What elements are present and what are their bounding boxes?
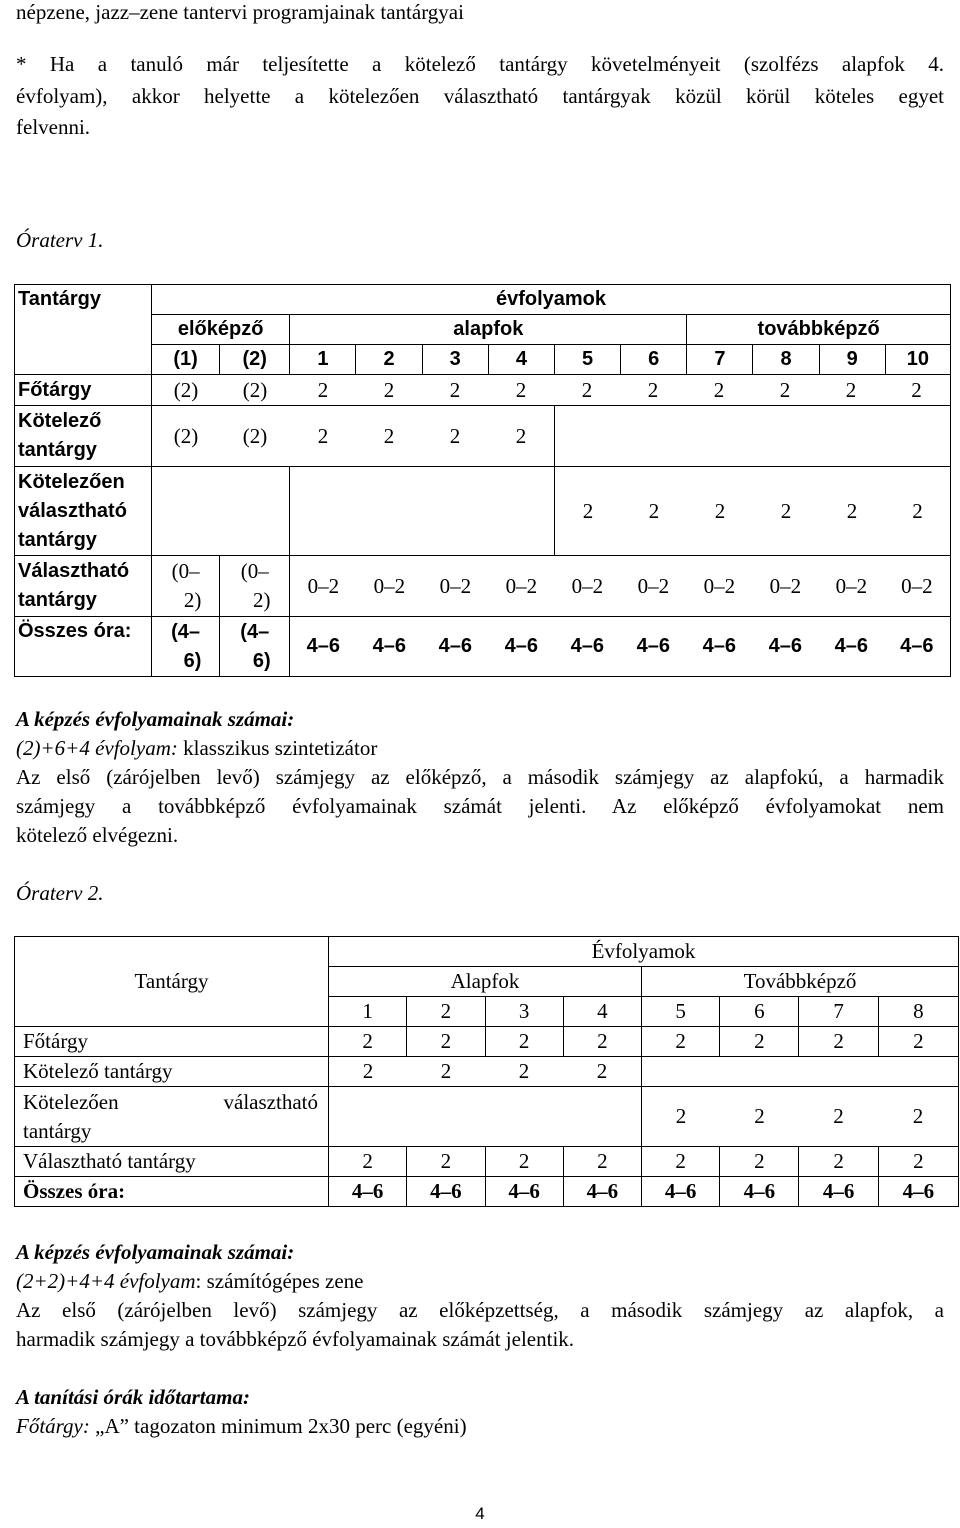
cell-value: 2 — [563, 1147, 641, 1177]
row-label: Kötelező tantárgy — [15, 406, 152, 467]
cell-value: 4–6 — [720, 1177, 799, 1207]
cell-value: 2 — [713, 377, 725, 402]
cell-value: 2 — [407, 1147, 485, 1177]
cell-value: 0–2 — [505, 573, 538, 598]
cell-value: 4–6 — [702, 635, 737, 657]
cell-value: 4–6 — [438, 635, 473, 657]
cell-value: 0–2 — [373, 573, 406, 598]
row-label: Összes óra: — [15, 1177, 329, 1207]
cell-value: 4–6 — [306, 635, 341, 657]
cell-value: 2 — [779, 377, 791, 402]
cell-value: 4–6 — [878, 1177, 958, 1207]
table-row — [15, 1027, 959, 1057]
cell-value: (4– 6) — [220, 617, 290, 677]
cell-value: (4– 6) — [152, 617, 220, 677]
plan2-notes-heading: A képzés évfolyamainak számai: — [16, 1240, 295, 1264]
cell-value: 2 — [582, 498, 594, 523]
header-years: Évfolyamok — [329, 937, 959, 967]
cell-value: 2 — [642, 1147, 720, 1177]
year-header: 5 — [642, 997, 720, 1027]
cell-value: 2 — [720, 1147, 799, 1177]
cell-value: 2 — [648, 498, 660, 523]
plan1-notes-line-4: kötelező elvégezni. — [16, 823, 179, 847]
cell-value: 4–6 — [407, 1177, 485, 1207]
row-label: Kötelező tantárgy — [15, 1057, 329, 1087]
cell-value: 4–6 — [372, 635, 407, 657]
note-line-2: évfolyam), akkor helyette a kötelezően választható tantárgyak közül körül köteles egyet — [16, 84, 944, 108]
cell-value: 2 — [780, 498, 792, 523]
cell-value: 2 — [912, 1104, 924, 1128]
cell-value: 2 — [329, 1147, 407, 1177]
header-years: évfolyamok — [152, 285, 951, 315]
cell-value: 2 — [362, 1059, 374, 1083]
cell-value: 2 — [518, 1059, 530, 1083]
year-header: 8 — [878, 997, 958, 1027]
year-header: 6 — [720, 997, 799, 1027]
cell-value: 2 — [912, 498, 923, 523]
cell-value: 2 — [846, 498, 858, 523]
plan1-title: Óraterv 1. — [16, 228, 104, 252]
cell-value: 4–6 — [900, 635, 934, 657]
cell-value: 2 — [449, 423, 461, 448]
group-basic: alapfok — [290, 315, 687, 345]
cell-value: 0–2 — [571, 573, 604, 598]
year-header: 7 — [799, 997, 878, 1027]
cell-value: 2 — [383, 423, 395, 448]
cell-value: 2 — [799, 1147, 878, 1177]
group-adv: Továbbképző — [642, 967, 959, 997]
cell-value: 2 — [878, 1027, 958, 1057]
cell-value: 2 — [383, 377, 395, 402]
header-subject: Tantárgy — [15, 285, 152, 315]
cell-value: 0–2 — [769, 573, 802, 598]
cell-value: 2 — [317, 423, 329, 448]
year-header: (1) — [152, 345, 220, 375]
cell-value: 2 — [878, 1147, 958, 1177]
cell-value: 0–2 — [637, 573, 670, 598]
cell-value: 4–6 — [834, 635, 869, 657]
year-header: 7 — [687, 345, 753, 375]
table-row — [15, 1087, 959, 1147]
cell-value: 2 — [911, 377, 922, 402]
row-label: Kötelezően választható tantárgy — [15, 467, 152, 556]
year-header: 10 — [885, 345, 950, 375]
cell-value: 2 — [642, 1027, 720, 1057]
cell-value: 4–6 — [636, 635, 671, 657]
duration-heading: A tanítási órák időtartama: — [16, 1385, 250, 1409]
cell-value: 2 — [581, 377, 593, 402]
table-row — [15, 617, 951, 677]
cell-value: 0–2 — [901, 573, 933, 598]
group-pre: előképző — [152, 315, 290, 345]
cell-value: 2 — [563, 1027, 641, 1057]
row-label: Választható tantárgy — [15, 1147, 329, 1177]
cell-value: (0– 2) — [220, 556, 290, 617]
cell-value: (2) — [242, 377, 268, 402]
year-header: 1 — [329, 997, 407, 1027]
plan1-notes-line-3: számjegy a továbbképző évfolyamainak számát jelenti. Az előképző évfolyamokat nem — [16, 794, 944, 818]
year-header: 5 — [555, 345, 621, 375]
cell-value: (2) — [242, 423, 268, 448]
cell-value: 2 — [720, 1027, 799, 1057]
year-header: 1 — [290, 345, 356, 375]
cell-value: 2 — [440, 1059, 452, 1083]
row-label: Választható tantárgy — [15, 556, 152, 617]
row-label: Főtárgy — [15, 1027, 329, 1057]
cell-value: (2) — [173, 423, 199, 448]
row-label: Főtárgy — [15, 375, 152, 406]
header-subject: Tantárgy — [15, 967, 329, 997]
cell-value: 2 — [647, 377, 659, 402]
cell-value: 2 — [515, 377, 527, 402]
cell-value: 4–6 — [563, 1177, 641, 1207]
plan1-notes-line-2: Az első (zárójelben levő) számjegy az előképző, a második számjegy az alapfokú, a harmadik — [16, 765, 944, 789]
note-line-3: felvenni. — [16, 115, 91, 139]
cell-value: 4–6 — [799, 1177, 878, 1207]
year-header: 3 — [422, 345, 488, 375]
year-header: 4 — [563, 997, 641, 1027]
plan2-title: Óraterv 2. — [16, 881, 104, 905]
table-row — [15, 556, 951, 617]
duration-line: Főtárgy: „A” tagozaton minimum 2x30 perc (egyéni) — [16, 1414, 467, 1438]
cell-value: 2 — [845, 377, 857, 402]
year-header: (2) — [220, 345, 290, 375]
year-header: 8 — [753, 345, 819, 375]
cell-value: 2 — [596, 1059, 608, 1083]
cell-value: 2 — [799, 1027, 878, 1057]
cell-value: 2 — [714, 498, 726, 523]
cell-value: 4–6 — [768, 635, 803, 657]
cell-value: 2 — [485, 1147, 563, 1177]
plan2-table — [14, 936, 959, 1207]
row-label: Összes óra: — [15, 617, 152, 677]
cell-value: 0–2 — [307, 573, 340, 598]
page-number: 4 — [475, 1504, 485, 1523]
plan2-notes-line-3: harmadik számjegy a továbbképző évfolyamainak számát jelentik. — [16, 1327, 575, 1351]
plan2-notes-line-2: Az első (zárójelben levő) számjegy az előképzettség, a második számjegy az alapfok, a — [16, 1298, 944, 1322]
table-row — [15, 467, 951, 556]
year-header: 2 — [407, 997, 485, 1027]
cell-value: 2 — [407, 1027, 485, 1057]
year-header: 2 — [356, 345, 422, 375]
plan1-table — [14, 284, 951, 677]
cell-value: 4–6 — [329, 1177, 407, 1207]
plan1-notes-line-1: (2)+6+4 évfolyam: klasszikus szintetizátor — [16, 736, 378, 760]
year-header: 9 — [819, 345, 885, 375]
row-label: Kötelezően választható tantárgy — [15, 1087, 329, 1147]
table-row — [15, 375, 951, 406]
cell-value: 0–2 — [439, 573, 472, 598]
plan2-notes-line-1: (2+2)+4+4 évfolyam: számítógépes zene — [16, 1269, 364, 1293]
cell-value: 0–2 — [835, 573, 868, 598]
year-header: 6 — [621, 345, 687, 375]
table-row — [15, 406, 951, 467]
cell-value: 2 — [485, 1027, 563, 1057]
table-row — [15, 1147, 959, 1177]
cell-value: (2) — [173, 377, 199, 402]
cell-value: 4–6 — [485, 1177, 563, 1207]
cell-value: 4–6 — [642, 1177, 720, 1207]
cell-value: 2 — [317, 377, 329, 402]
group-adv: továbbképző — [687, 315, 951, 345]
cell-value: 2 — [833, 1104, 844, 1128]
cell-value: 4–6 — [504, 635, 539, 657]
cell-value: 2 — [329, 1027, 407, 1057]
cell-value: 2 — [675, 1104, 687, 1128]
table-row — [15, 1057, 959, 1087]
intro-line: népzene, jazz–zene tantervi programjainak tantárgyai — [16, 0, 464, 24]
group-basic: Alapfok — [329, 967, 642, 997]
plan1-notes-heading: A képzés évfolyamainak számai: — [16, 707, 295, 731]
cell-value: 2 — [754, 1104, 765, 1128]
cell-value: 4–6 — [570, 635, 605, 657]
note-line-1: * Ha a tanuló már teljesítette a kötelező tantárgy követelményeit (szolfézs alapfok 4. — [16, 52, 944, 76]
table-row — [15, 1177, 959, 1207]
year-header: 4 — [488, 345, 554, 375]
cell-value: 0–2 — [703, 573, 736, 598]
cell-value: (0– 2) — [152, 556, 220, 617]
cell-value: 2 — [449, 377, 461, 402]
year-header: 3 — [485, 997, 563, 1027]
cell-value: 2 — [515, 423, 527, 448]
